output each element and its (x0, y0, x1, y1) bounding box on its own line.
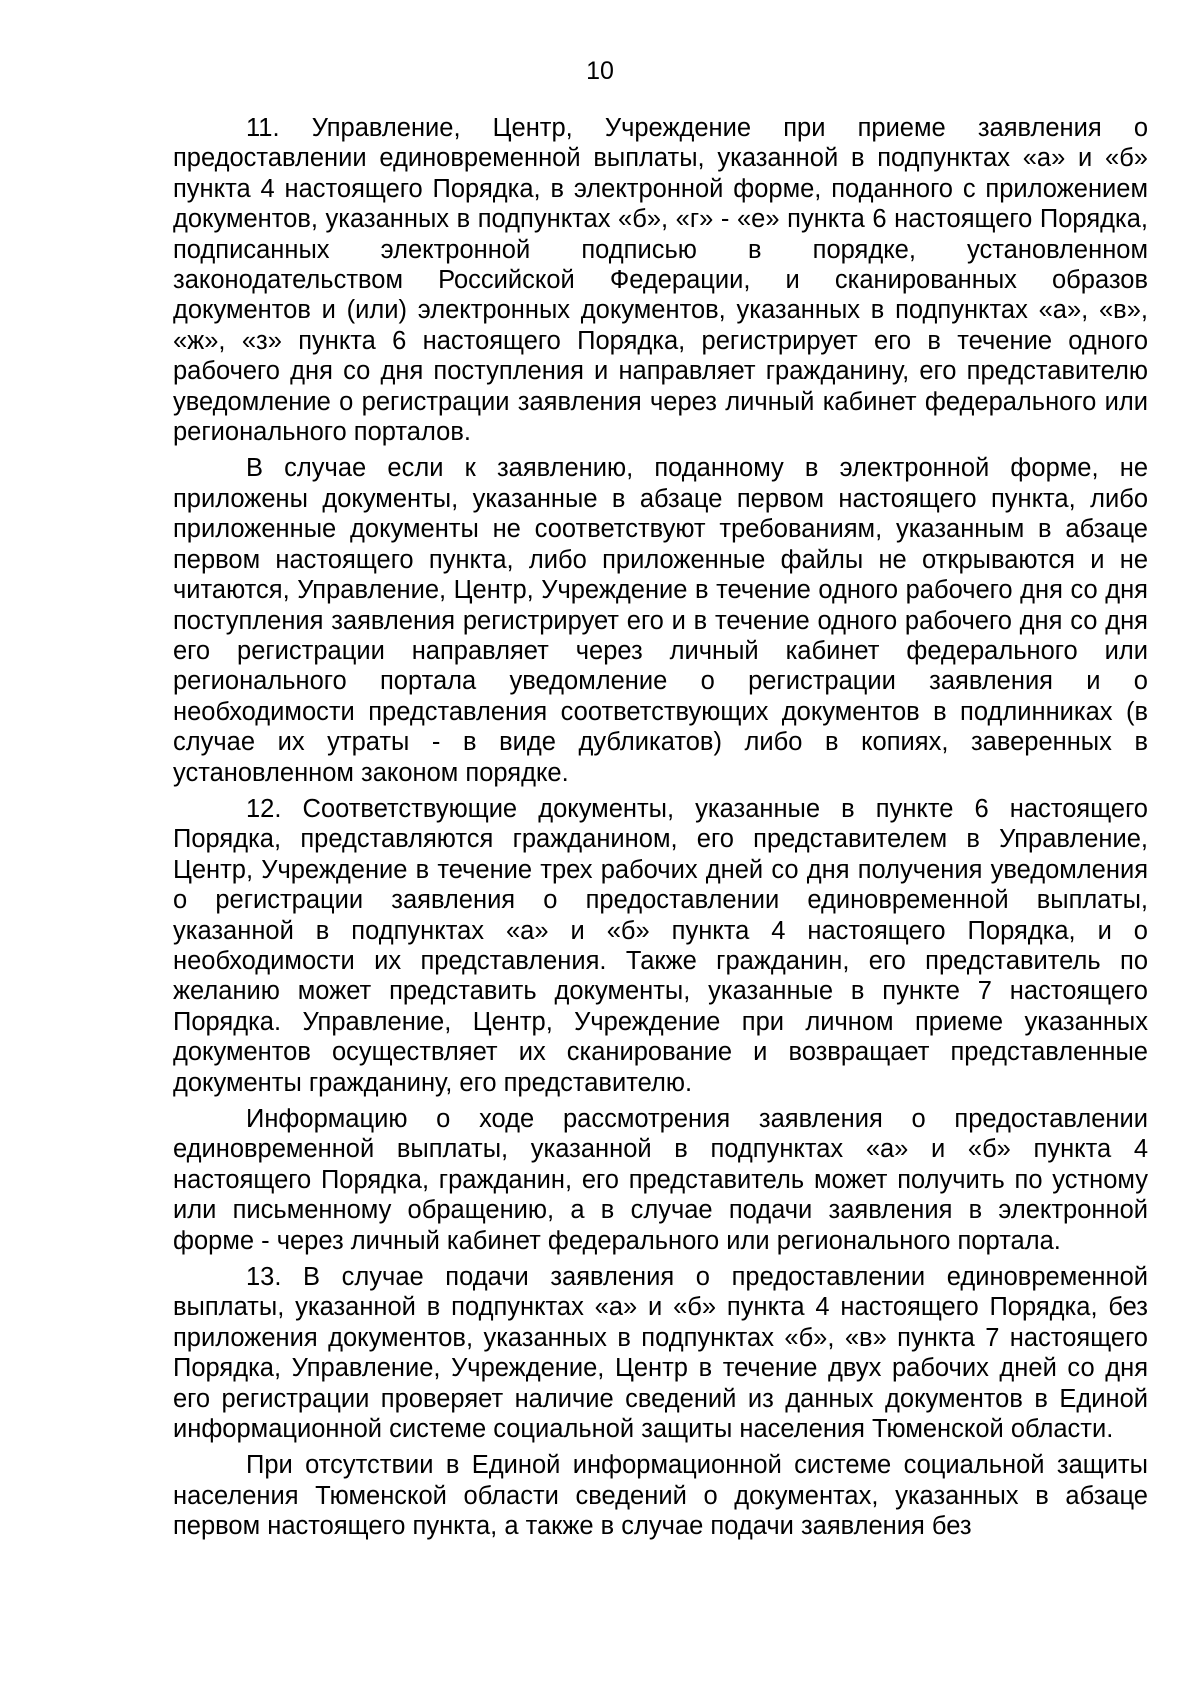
paragraph-item-12: 12. Соответствующие документы, указанные в пункте 6 настоящего Порядка, представляются гражданином, его представителем в Управление, Центр, Учреждение в течение трех рабочих дней со дня получения уведомления о регистрации заявления о предоставлении единовременной выплаты, указанной в подпунктах «а» и «б» пункта 4 настоящего Порядка, и о необходимости их представления. Также гражданин, его представитель по желанию может представить документы, указанные в пункте 7 настоящего Порядка. Управление, Центр, Учреждение при личном приеме указанных документов осуществляет их сканирование и возвращает представленные документы гражданину, его представителю. (173, 794, 1148, 1097)
document-body (173, 113, 1148, 1548)
paragraph-item-12-status-info: Информацию о ходе рассмотрения заявления о предоставлении единовременной выплаты, указанной в подпунктах «а» и «б» пункта 4 настоящего Порядка, гражданин, его представитель может получить по устному или письменному обращению, а в случае подачи заявления в электронной форме - через личный кабинет федерального или регионального портала. (173, 1105, 1148, 1255)
paragraph-item-13: 13. В случае подачи заявления о предоставлении единовременной выплаты, указанной в подпунктах «а» и «б» пункта 4 настоящего Порядка, без приложения документов, указанных в подпунктах «б», «в» пункта 7 настоящего Порядка, Управление, Учреждение, Центр в течение двух рабочих дней со дня его регистрации проверяет наличие сведений из данных документов в Единой информационной системе социальной защиты населения Тюменской области. (173, 1263, 1148, 1444)
paragraph-item-11-electronic-missing-docs: В случае если к заявлению, поданному в электронной форме, не приложены документы, указанные в абзаце первом настоящего пункта, либо приложенные документы не соответствуют требованиям, указанным в абзаце первом настоящего пункта, либо приложенные файлы не открываются и не читаются, Управление, Центр, Учреждение в течение одного рабочего дня со дня поступления заявления регистрирует его и в течение одного рабочего дня со дня его регистрации направляет через личный кабинет федерального или регионального портала уведомление о регистрации заявления и о необходимости представления соответствующих документов в подлинниках (в случае их утраты - в виде дубликатов) либо в копиях, заверенных в установленном законом порядке. (173, 454, 1148, 787)
page-number: 10 (586, 57, 614, 85)
paragraph-item-11: 11. Управление, Центр, Учреждение при приеме заявления о предоставлении единовременной выплаты, указанной в подпунктах «а» и «б» пункта 4 настоящего Порядка, в электронной форме, поданного с приложением документов, указанных в подпунктах «б», «г» - «е» пункта 6 настоящего Порядка, подписанных электронной подписью в порядке, установленном законодательством Российской Федерации, и сканированных образов документов и (или) электронных документов, указанных в подпунктах «а», «в», «ж», «з» пункта 6 настоящего Порядка, регистрирует его в течение одного рабочего дня со дня поступления и направляет гражданину, его представителю уведомление о регистрации заявления через личный кабинет федерального или регионального порталов. (173, 114, 1148, 447)
paragraph-item-13-absence-of-info: При отсутствии в Единой информационной системе социальной защиты населения Тюменской области сведений о документах, указанных в абзаце первом настоящего пункта, а также в случае подачи заявления без (173, 1451, 1148, 1541)
